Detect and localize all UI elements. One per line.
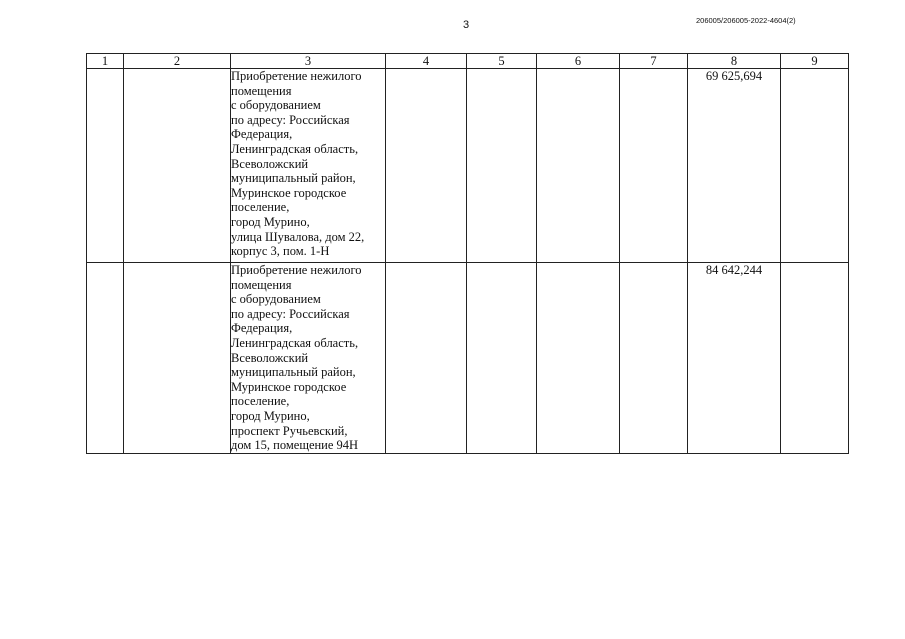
column-header: 7 (620, 54, 688, 69)
description-line: муниципальный район, (231, 365, 356, 380)
description-line: Муринское городское (231, 185, 347, 200)
table-cell (87, 263, 124, 454)
description-line: проспект Ручьевский, (231, 423, 348, 438)
description-line: Федерация, (231, 321, 293, 336)
column-header: 9 (781, 54, 849, 69)
table-cell (386, 69, 467, 263)
table-cell (124, 69, 231, 263)
description-line: Приобретение нежилого (231, 69, 362, 83)
table-row (87, 263, 849, 454)
description-line: Ленинградская область, (231, 335, 359, 350)
column-header: 2 (124, 54, 231, 69)
description-line: корпус 3, пом. 1-Н (231, 244, 330, 259)
description-line: по адресу: Российская (231, 306, 350, 321)
column-header: 6 (537, 54, 620, 69)
description-line: город Мурино, (231, 214, 310, 229)
description-line: помещения (231, 83, 292, 98)
table-row (87, 69, 849, 263)
table-header-row (87, 54, 849, 69)
description-line: город Мурино, (231, 408, 310, 423)
description-line: с оборудованием (231, 98, 321, 113)
table-cell (467, 263, 537, 454)
description-line: улица Шувалова, дом 22, (231, 229, 365, 244)
table-cell (620, 69, 688, 263)
description-line: Всеволожский (231, 156, 309, 171)
page-number: 3 (463, 19, 470, 31)
amount-cell: 69 625,694 (688, 69, 781, 263)
amount-cell: 84 642,244 (688, 263, 781, 454)
description-line: помещения (231, 277, 292, 292)
table-cell (537, 263, 620, 454)
column-header: 1 (87, 54, 124, 69)
column-header: 3 (231, 54, 386, 69)
description-line: Федерация, (231, 127, 293, 142)
table-cell (87, 69, 124, 263)
description-line: с оборудованием (231, 292, 321, 307)
description-line: Приобретение нежилого (231, 263, 362, 277)
description-line: дом 15, помещение 94Н (231, 438, 359, 453)
description-line: поселение, (231, 200, 290, 215)
table-cell (781, 263, 849, 454)
budget-table (86, 53, 849, 454)
column-header: 8 (688, 54, 781, 69)
description-line: Ленинградская область, (231, 141, 359, 156)
table-cell (386, 263, 467, 454)
description-line: поселение, (231, 394, 290, 409)
column-header: 5 (467, 54, 537, 69)
table-cell (537, 69, 620, 263)
description-cell (231, 69, 386, 263)
table-cell (124, 263, 231, 454)
description-cell (231, 263, 386, 454)
description-line: муниципальный район, (231, 171, 356, 186)
document-id: 206005/206005-2022-4604(2) (696, 16, 796, 25)
table-cell (620, 263, 688, 454)
description-line: по адресу: Российская (231, 112, 350, 127)
description-line: Всеволожский (231, 350, 309, 365)
column-header: 4 (386, 54, 467, 69)
table-cell (467, 69, 537, 263)
description-line: Муринское городское (231, 379, 347, 394)
table-cell (781, 69, 849, 263)
